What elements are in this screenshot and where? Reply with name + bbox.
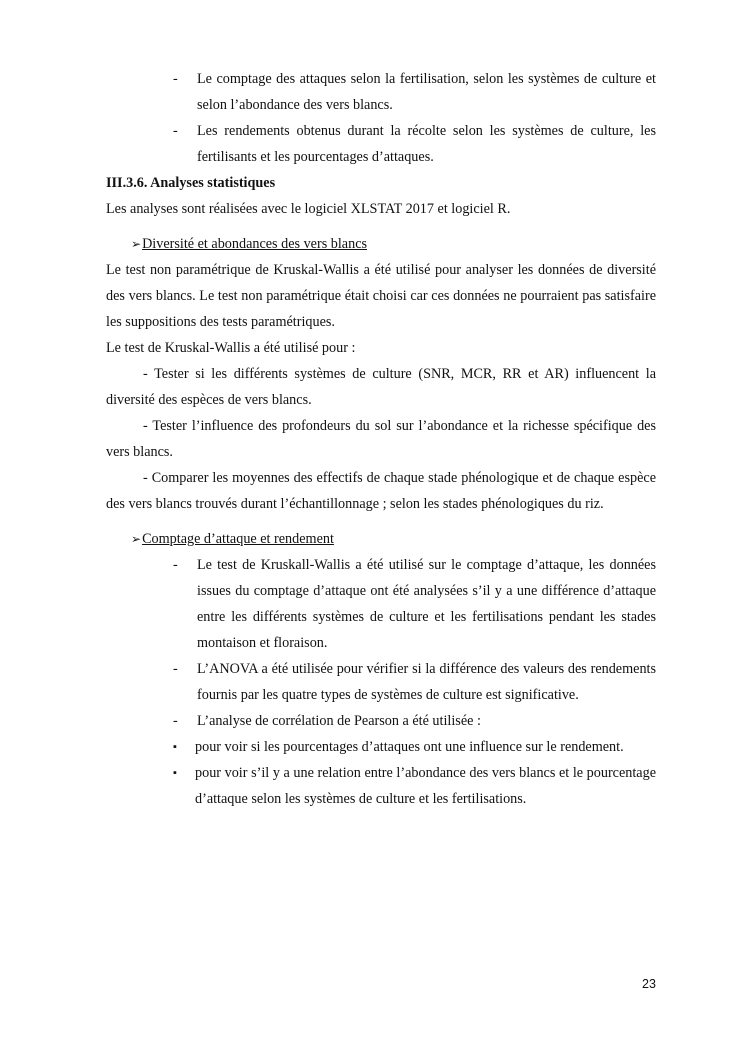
list-item	[106, 760, 656, 812]
list-item	[106, 552, 656, 656]
section-intro: Les analyses sont réalisées avec le logiciel XLSTAT 2017 et logiciel R.	[106, 201, 511, 217]
list-item-text: pour voir s’il y a une relation entre l’abondance des vers blancs et le pourcentage d’attaque selon les systèmes de culture et les fertilisations.	[195, 765, 656, 807]
list-item-text: Le test de Kruskall-Wallis a été utilisé sur le comptage d’attaque, les données issues du comptage d’attaque ont été analysées s’il y a une différence d’attaque entre les différents systèmes de culture et les fertilisations pendant les stades montaison et floraison.	[197, 557, 656, 651]
paragraph: Le test non paramétrique de Kruskal-Wallis a été utilisé pour analyser les données de diversité des vers blancs. Le test non paramétrique était choisi car ces données ne pourraient pas satisfaire les suppositions des tests paramétriques.	[106, 262, 656, 330]
list-item	[106, 118, 656, 170]
list-item: - Tester si les différents systèmes de culture (SNR, MCR, RR et AR) influencent la diversité des espèces de vers blancs.	[106, 366, 656, 408]
page-content	[106, 66, 656, 812]
square-bullet-icon: ▪	[173, 741, 177, 753]
section-heading: III.3.6. Analyses statistiques	[106, 175, 276, 191]
dash-marker: -	[173, 123, 178, 139]
square-bullet-icon: ▪	[173, 767, 177, 779]
subsection-heading-attack	[106, 526, 656, 552]
paragraph: Le test de Kruskal-Wallis a été utilisé pour :	[106, 340, 356, 356]
subsection-title: Comptage d’attaque et rendement	[142, 531, 334, 547]
list-item-text: L’ANOVA a été utilisée pour vérifier si la différence des valeurs des rendements fournis par les quatre types de systèmes de culture est significative.	[197, 661, 656, 703]
list-item	[106, 656, 656, 708]
dash-marker: -	[173, 713, 178, 729]
subsection-title: Diversité et abondances des vers blancs	[142, 236, 368, 252]
subsection-heading-diversity	[106, 231, 656, 257]
dash-marker: -	[173, 557, 178, 573]
list-item: - Comparer les moyennes des effectifs de chaque stade phénologique et de chaque espèce des vers blancs trouvés durant l’échantillonnage ; selon les stades phénologiques du riz.	[106, 470, 656, 512]
list-item: - Tester l’influence des profondeurs du sol sur l’abondance et la richesse spécifique des vers blancs.	[106, 418, 656, 460]
list-item	[106, 734, 656, 760]
list-item-text: Le comptage des attaques selon la fertilisation, selon les systèmes de culture et selon l’abondance des vers blancs.	[197, 71, 656, 113]
list-item-text: L’analyse de corrélation de Pearson a été utilisée :	[197, 713, 481, 729]
arrow-bullet-icon: ➢	[131, 532, 142, 546]
list-item-text: Les rendements obtenus durant la récolte selon les systèmes de culture, les fertilisants et les pourcentages d’attaques.	[197, 123, 656, 165]
page-number: 23	[642, 977, 656, 991]
list-item	[106, 708, 656, 734]
dash-marker: -	[173, 71, 178, 87]
list-item-text: pour voir si les pourcentages d’attaques ont une influence sur le rendement.	[195, 739, 624, 755]
dash-marker: -	[173, 661, 178, 677]
list-item	[106, 66, 656, 118]
arrow-bullet-icon: ➢	[131, 237, 142, 251]
